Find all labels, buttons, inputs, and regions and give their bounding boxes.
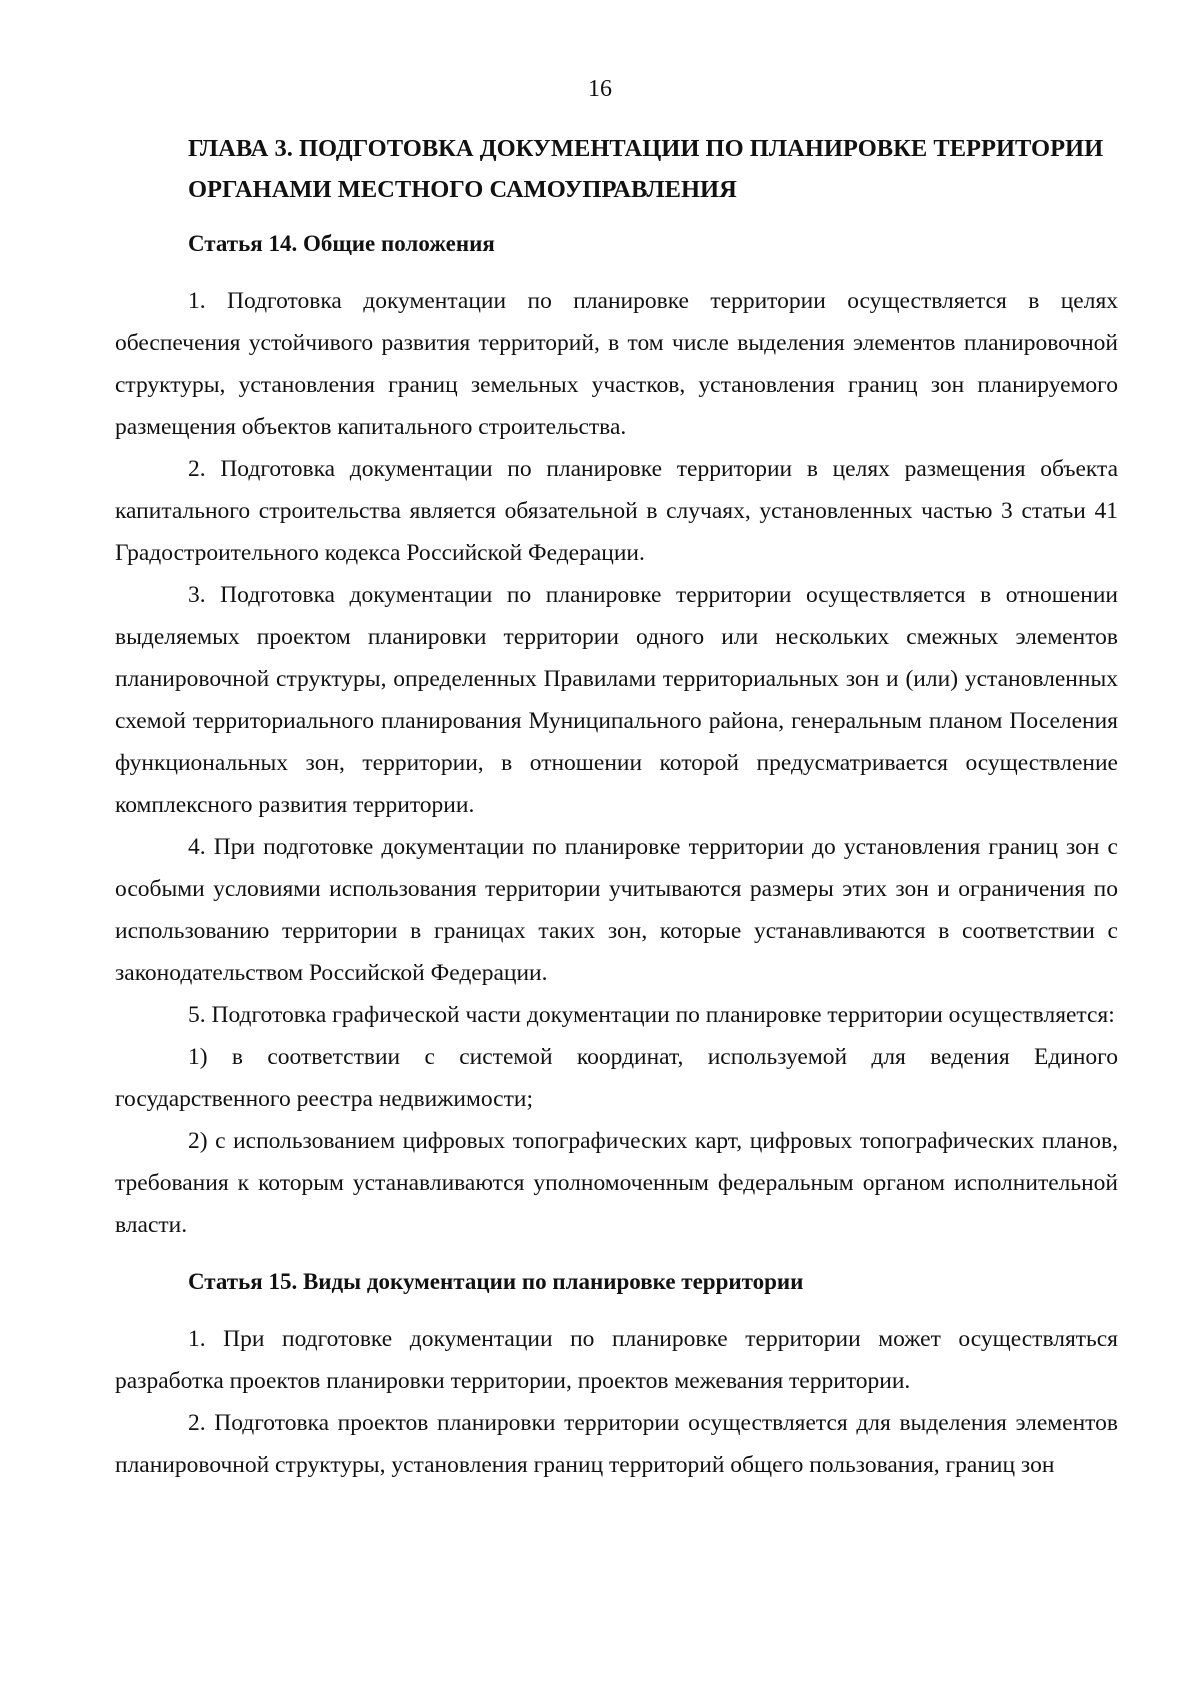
article-15-paragraph-1: 1. При подготовке документации по планировке территории может осуществляться разработка проектов планировки территории, проектов межевания территории.: [115, 1326, 1118, 1394]
chapter-title: ГЛАВА 3. ПОДГОТОВКА ДОКУМЕНТАЦИИ ПО ПЛАНИРОВКЕ ТЕРРИТОРИИ ОРГАНАМИ МЕСТНОГО САМОУПРАВЛЕНИЯ: [188, 135, 1104, 203]
page-number: 16: [588, 76, 612, 102]
page-content: [115, 128, 1118, 1486]
article-14-item-1: 1) в соответствии с системой координат, используемой для ведения Единого государственного реестра недвижимости;: [115, 1044, 1118, 1112]
article-14-paragraph-3: 3. Подготовка документации по планировке территории осуществляется в отношении выделяемых проектом планировки территории одного или нескольких смежных элементов планировочной структуры, определенных Правилами территориальных зон и (или) установленных схемой территориального планирования Муниципального района, генеральным планом Поселения функциональных зон, территории, в отношении которой предусматривается осуществление комплексного развития территории.: [115, 582, 1118, 818]
article-14-item-2: 2) с использованием цифровых топографических карт, цифровых топографических планов, требования к которым устанавливаются уполномоченным федеральным органом исполнительной власти.: [115, 1128, 1118, 1238]
article-14-paragraph-2: 2. Подготовка документации по планировке территории в целях размещения объекта капитального строительства является обязательной в случаях, установленных частью 3 статьи 41 Градостроительного кодекса Российской Федерации.: [115, 456, 1118, 566]
article-14-paragraph-5: 5. Подготовка графической части документации по планировке территории осуществляется:: [188, 1002, 1115, 1028]
article-14-paragraph-4: 4. При подготовке документации по планировке территории до установления границ зон с особыми условиями использования территории учитываются размеры этих зон и ограничения по использованию территории в границах таких зон, которые устанавливаются в соответствии с законодательством Российской Федерации.: [115, 834, 1118, 986]
article-14-paragraph-1: 1. Подготовка документации по планировке территории осуществляется в целях обеспечения устойчивого развития территорий, в том числе выделения элементов планировочной структуры, установления границ земельных участков, установления границ зон планируемого размещения объектов капитального строительства.: [115, 288, 1118, 440]
article-15-paragraph-2: 2. Подготовка проектов планировки территории осуществляется для выделения элементов планировочной структуры, установления границ территорий общего пользования, границ зон: [115, 1410, 1118, 1478]
article-14-title: Статья 14. Общие положения: [188, 231, 495, 256]
article-15-title: Статья 15. Виды документации по планировке территории: [188, 1269, 804, 1294]
